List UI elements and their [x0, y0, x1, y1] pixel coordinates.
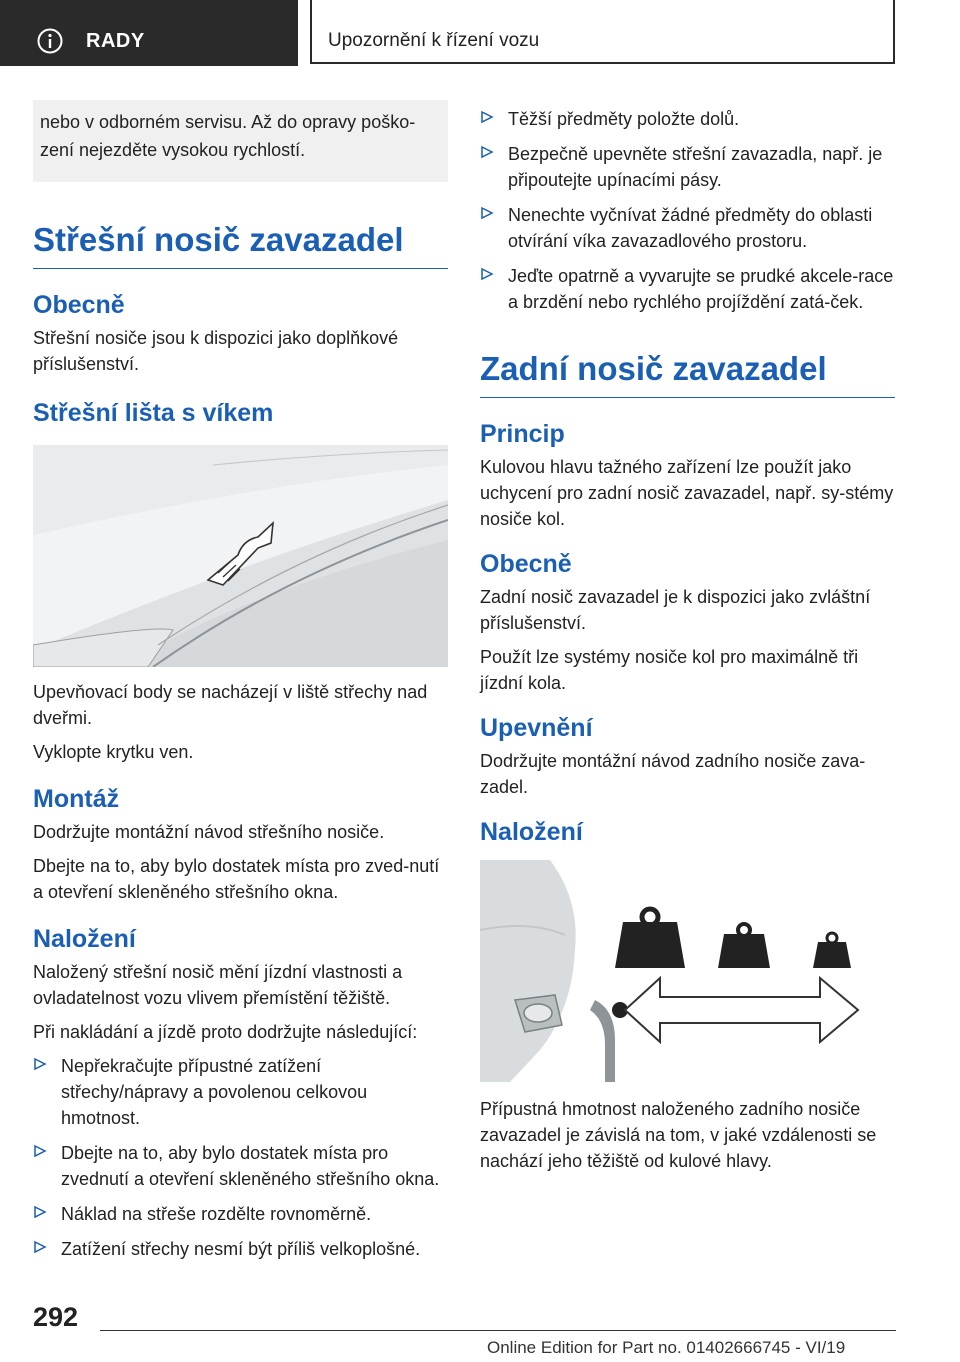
heading-princip: Princip: [480, 420, 565, 448]
paragraph: Dbejte na to, aby bylo dostatek místa pro zved‐nutí a otevření skleněného střešního okna.: [33, 856, 440, 902]
heading-nalozeni: Naložení: [480, 818, 583, 846]
list-item: Náklad na střeše rozdělte rovnoměrně.: [33, 1201, 448, 1227]
triangle-right-icon: [480, 145, 494, 159]
paragraph: Použít lze systémy nosiče kol pro maximálně tři jízdní kola.: [480, 647, 859, 693]
section-tab: [0, 0, 298, 66]
heading-nalozeni: Naložení: [33, 925, 136, 953]
edition-note: Online Edition for Part no. 01402666745 - VI/19: [487, 1338, 846, 1357]
section-heading-roof-carrier: Střešní nosič zavazadel: [33, 220, 448, 269]
right-column: [480, 106, 895, 1182]
chapter-box: [310, 0, 895, 64]
list-item: Dbejte na to, aby bylo dostatek místa pro zvednutí a otevření skleněného střešního okna.: [33, 1140, 448, 1192]
heading-obecne: Obecně: [33, 291, 125, 319]
paragraph: Přípustná hmotnost naloženého zadního nosiče zavazadel je závislá na tom, v jaké vzdálenosti se nachází jeho těžiště od kulové hlavy.: [480, 1099, 877, 1171]
list-item: Zatížení střechy nesmí být příliš velkoplošné.: [33, 1236, 448, 1262]
triangle-right-icon: [33, 1057, 47, 1071]
section-label: RADY: [86, 30, 145, 52]
notice-box: nebo v odborném servisu. Až do opravy poško‐zení nejezděte vysokou rychlostí.: [33, 100, 448, 182]
section-heading-rear-carrier: Zadní nosič zavazadel: [480, 349, 895, 398]
triangle-right-icon: [33, 1240, 47, 1254]
paragraph: Při nakládání a jízdě proto dodržujte následující:: [33, 1022, 418, 1042]
load-distance-illustration: [480, 860, 895, 1082]
heading-upevneni: Upevnění: [480, 714, 593, 742]
heading-obecne: Obecně: [480, 550, 572, 578]
heading-montaz: Montáž: [33, 785, 120, 813]
heading-roof-rail: Střešní lišta s víkem: [33, 399, 274, 427]
paragraph: Upevňovací body se nacházejí v liště střechy nad dveřmi.: [33, 682, 428, 728]
bullet-list: [33, 1053, 448, 1262]
left-column: [33, 100, 448, 1271]
list-item: Nepřekračujte přípustné zatížení střechy/nápravy a povolenou celkovou hmotnost.: [33, 1053, 448, 1131]
triangle-right-icon: [480, 206, 494, 220]
triangle-right-icon: [33, 1205, 47, 1219]
paragraph: Kulovou hlavu tažného zařízení lze použít jako uchycení pro zadní nosič zavazadel, např. sy‐stémy nosiče kol.: [480, 457, 894, 529]
triangle-right-icon: [480, 110, 494, 124]
info-icon: [37, 28, 63, 54]
bullet-list: [480, 106, 895, 315]
triangle-right-icon: [480, 267, 494, 281]
triangle-right-icon: [33, 1144, 47, 1158]
page-header: [0, 0, 960, 66]
chapter-title: Upozornění k řízení vozu: [328, 30, 540, 51]
list-item: Nenechte vyčnívat žádné předměty do oblasti otvírání víka zavazadlového prostoru.: [480, 202, 895, 254]
paragraph: Dodržujte montážní návod střešního nosiče.: [33, 822, 385, 842]
paragraph: Naložený střešní nosič mění jízdní vlastnosti a ovladatelnost vozu vlivem přemístění těžiště.: [33, 962, 403, 1008]
list-item: Jeďte opatrně a vyvarujte se prudké akcele‐race a brzdění nebo rychlého projíždění zatá‐ček.: [480, 263, 895, 315]
page-number: 292: [33, 1302, 79, 1332]
list-item: Těžší předměty položte dolů.: [480, 106, 895, 132]
paragraph: Vyklopte krytku ven.: [33, 742, 194, 762]
paragraph: Střešní nosiče jsou k dispozici jako doplňkové příslušenství.: [33, 328, 399, 374]
paragraph: Dodržujte montážní návod zadního nosiče zava‐zadel.: [480, 751, 866, 797]
paragraph: Zadní nosič zavazadel je k dispozici jako zvláštní příslušenství.: [480, 587, 871, 633]
list-item: Bezpečně upevněte střešní zavazadla, např. je připoutejte upínacími pásy.: [480, 141, 895, 193]
footer-divider: [100, 1330, 896, 1331]
roof-rail-illustration: [33, 445, 448, 667]
